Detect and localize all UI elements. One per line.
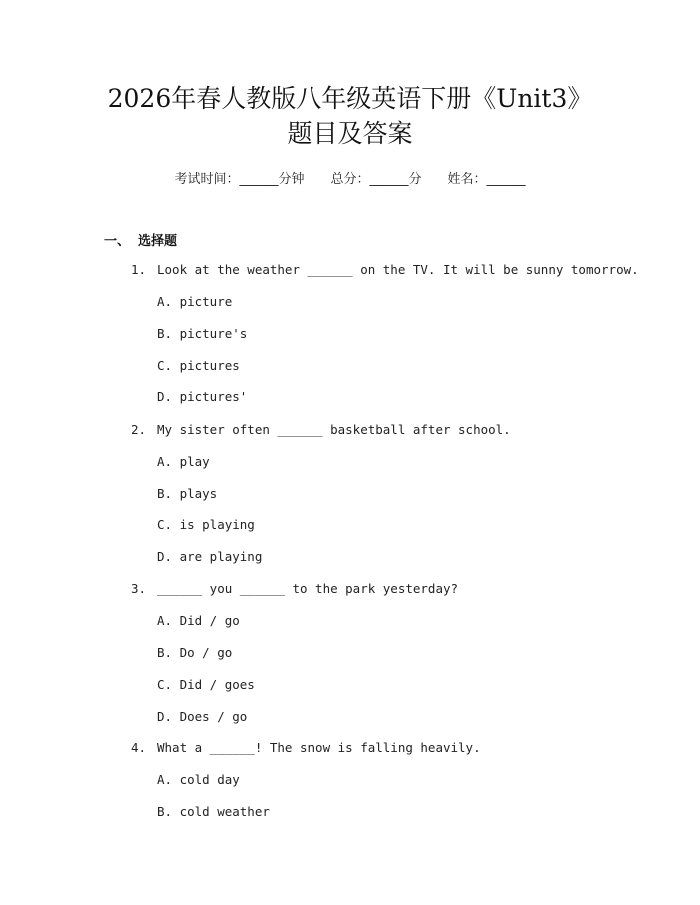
question-3: [131, 581, 458, 596]
option-2a: A. play: [157, 454, 210, 469]
document-title-line1: 2026年春人教版八年级英语下册《Unit3》: [107, 84, 593, 113]
question-text: My sister often ______ basketball after school.: [157, 422, 511, 437]
question-text: Look at the weather ______ on the TV. It will be sunny tomorrow.: [157, 262, 639, 277]
question-1: [131, 262, 639, 277]
option-2d: D. are playing: [157, 549, 263, 564]
question-4: [131, 740, 481, 755]
question-2: [131, 422, 511, 437]
question-number: 2.: [131, 422, 147, 437]
question-number: 4.: [131, 740, 147, 755]
option-2c: C. is playing: [157, 517, 255, 532]
section-heading: [104, 230, 177, 249]
question-number: 1.: [131, 262, 147, 277]
total-score-field: 总分：______分: [330, 172, 422, 187]
document-title-line2: 题目及答案: [287, 119, 413, 148]
question-text: What a ______! The snow is falling heavily.: [157, 740, 481, 755]
option-4b: B. cold weather: [157, 804, 270, 819]
option-3d: D. Does / go: [157, 709, 248, 724]
exam-info: [0, 168, 700, 187]
question-number: 3.: [131, 581, 147, 596]
section-title: 选择题: [138, 234, 178, 249]
option-4a: A. cold day: [157, 772, 240, 787]
option-3b: B. Do / go: [157, 645, 233, 660]
option-1a: A. picture: [157, 294, 233, 309]
section-number: 一、: [104, 234, 131, 249]
question-text: ______ you ______ to the park yesterday?: [157, 581, 459, 596]
option-3a: A. Did / go: [157, 613, 240, 628]
option-3c: C. Did / goes: [157, 677, 255, 692]
option-1c: C. pictures: [157, 358, 240, 373]
option-1b: B. picture's: [157, 326, 248, 341]
student-name-field: 姓名：______: [447, 172, 526, 187]
option-1d: D. pictures': [157, 389, 248, 404]
option-2b: B. plays: [157, 486, 218, 501]
exam-time-field: 考试时间：______分钟: [174, 172, 305, 187]
